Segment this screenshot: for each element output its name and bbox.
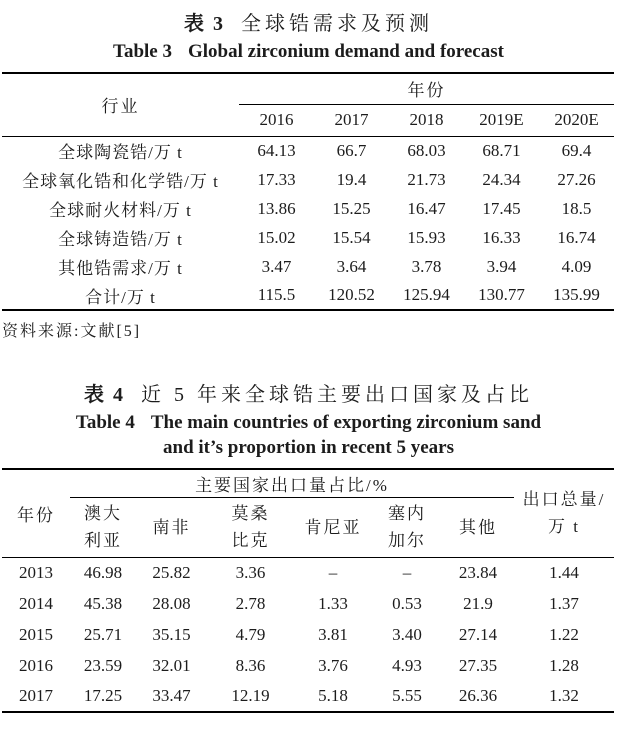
cell: 17.33 — [257, 169, 296, 189]
table3-col-2020e: 2020E — [539, 104, 614, 136]
table4-col-senegal — [372, 497, 442, 557]
row-label: 合计/万 t — [85, 287, 156, 307]
cell: 8.36 — [235, 655, 266, 675]
cell: 16.47 — [407, 198, 446, 218]
year-cell: 2016 — [19, 655, 53, 675]
cell: 32.01 — [152, 655, 191, 675]
cell: 130.77 — [478, 285, 525, 304]
table4-caption-zh-text: 近 5 年来全球锆主要出口国家及占比 — [141, 384, 533, 406]
table4-caption-zh-number: 表 4 — [84, 384, 125, 406]
table3-header-row-group — [2, 73, 614, 104]
cell: 1.37 — [549, 593, 579, 613]
cell: 16.33 — [482, 227, 521, 247]
cell: 33.47 — [152, 686, 191, 705]
table4-col-kenya — [294, 497, 372, 557]
table3-body — [2, 136, 614, 310]
table3-header — [2, 73, 614, 136]
cell: 27.35 — [458, 655, 498, 675]
table4-col-australia — [70, 497, 136, 557]
cell: 3.64 — [336, 256, 367, 276]
cell: 35.15 — [152, 624, 191, 644]
table3-source-note: 资料来源:文献[5] — [2, 323, 142, 340]
cell: 1.32 — [549, 686, 579, 705]
table4-col-total — [514, 469, 614, 557]
cell: 12.19 — [231, 686, 270, 705]
cell: 125.94 — [403, 285, 450, 304]
table3-row-other — [2, 252, 614, 281]
cell: 27.14 — [458, 624, 498, 644]
cell: 24.34 — [482, 169, 521, 189]
cell: 68.71 — [482, 140, 521, 160]
year-cell: 2017 — [19, 686, 53, 705]
header-line: 南非 — [152, 517, 191, 537]
table3-col-industry: 行业 — [2, 73, 239, 136]
table4-body — [2, 557, 614, 712]
table4-header — [2, 469, 614, 557]
cell: 3.76 — [318, 655, 348, 675]
cell: 135.99 — [553, 285, 600, 304]
table4-col-south-africa — [136, 497, 207, 557]
header-line: 比克 — [231, 531, 270, 550]
table3-row-refractory — [2, 194, 614, 223]
table3-row-oxide-chemical — [2, 165, 614, 194]
cell: 45.38 — [83, 593, 123, 613]
cell: 13.86 — [257, 198, 296, 218]
cell: 15.54 — [332, 227, 371, 247]
cell: 27.26 — [557, 169, 596, 189]
row-label: 其他锆需求/万 t — [58, 259, 183, 278]
table3-row-total — [2, 281, 614, 310]
table4-row-2017 — [2, 681, 614, 712]
header-line: 肯尼亚 — [304, 517, 362, 537]
cell: 21.9 — [463, 593, 493, 613]
year-cell: 2015 — [19, 624, 53, 644]
cell: 4.09 — [561, 256, 592, 276]
table3-col-2019e: 2019E — [464, 104, 539, 136]
cell: 3.47 — [261, 256, 292, 276]
year-cell: 2013 — [19, 562, 53, 582]
table3-col-2018: 2018 — [389, 104, 464, 136]
cell: 17.25 — [83, 686, 123, 705]
table4-export-countries — [2, 468, 614, 713]
cell: 115.5 — [257, 285, 296, 304]
cell: 18.5 — [561, 198, 592, 218]
year-cell: 2014 — [19, 593, 53, 613]
header-line: 塞内 — [388, 504, 426, 523]
table3-col-2017: 2017 — [314, 104, 389, 136]
cell: 66.7 — [336, 140, 367, 160]
header-line: 澳大 — [84, 504, 122, 523]
cell: 1.33 — [318, 593, 348, 613]
header-line: 利亚 — [84, 531, 122, 550]
row-label: 全球铸造锆/万 t — [58, 230, 183, 249]
table3-col-2016: 2016 — [239, 104, 314, 136]
row-label: 全球耐火材料/万 t — [49, 201, 192, 220]
cell: 4.93 — [392, 655, 422, 675]
table3-caption-zh-number: 表 3 — [184, 13, 225, 35]
cell: 25.82 — [152, 562, 191, 582]
table4-caption-en-text: The main countries of exporting zirconium sand — [150, 412, 542, 433]
header-line: 莫桑 — [231, 504, 270, 523]
header-line: 其他 — [459, 517, 497, 537]
cell: 3.40 — [392, 624, 422, 644]
cell: 15.93 — [407, 227, 446, 247]
table4-col-mozambique — [207, 497, 294, 557]
table4-col-total-line1: 出口总量/ — [522, 490, 606, 510]
cell: 1.28 — [549, 655, 579, 675]
table3-row-ceramic — [2, 136, 614, 165]
table4-row-2014 — [2, 588, 614, 619]
cell: 16.74 — [557, 227, 596, 247]
cell: 19.4 — [336, 169, 367, 189]
cell: 2.78 — [235, 593, 266, 613]
table4-header-row-group — [2, 469, 614, 497]
cell: 15.25 — [332, 198, 371, 218]
cell: 23.84 — [458, 562, 498, 582]
cell: 5.18 — [318, 686, 348, 705]
cell: 64.13 — [257, 140, 296, 160]
table3-caption-zh-text: 全球锆需求及预测 — [241, 13, 433, 35]
cell: 21.73 — [407, 169, 446, 189]
table4-caption-en-number: Table 4 — [75, 412, 135, 433]
table3-caption-en-number: Table 3 — [113, 41, 172, 62]
table3-caption-en-text: Global zirconium demand and forecast — [187, 41, 504, 62]
cell: 3.94 — [486, 256, 517, 276]
row-label: 全球氧化锆和化学锆/万 t — [22, 172, 219, 191]
cell: 69.4 — [561, 140, 592, 160]
cell: 4.79 — [235, 624, 266, 644]
cell: 3.78 — [411, 256, 442, 276]
cell: 120.52 — [328, 285, 375, 304]
table3-col-year-group: 年份 — [239, 73, 614, 104]
cell: 0.53 — [392, 593, 422, 613]
table4-row-2016 — [2, 650, 614, 681]
table4-col-share-group: 主要国家出口量占比/% — [70, 469, 514, 497]
row-label: 全球陶瓷锆/万 t — [58, 143, 183, 163]
cell: 1.22 — [549, 624, 579, 644]
cell: 46.98 — [83, 562, 123, 582]
cell: – — [328, 562, 338, 582]
table4-caption-en-line2: and it’s proportion in recent 5 years — [163, 437, 454, 458]
table3-demand-forecast — [2, 72, 614, 311]
table4-caption-en-line1 — [0, 412, 617, 434]
cell: 26.36 — [458, 686, 498, 705]
table4-row-2015 — [2, 619, 614, 650]
cell: 28.08 — [152, 593, 191, 613]
cell: – — [402, 562, 412, 582]
table3-caption-en — [0, 41, 617, 63]
cell: 23.59 — [83, 655, 123, 675]
cell: 1.44 — [549, 562, 579, 582]
cell: 3.81 — [318, 624, 348, 644]
cell: 68.03 — [407, 140, 446, 160]
table3-caption-zh — [0, 0, 617, 36]
cell: 25.71 — [83, 624, 123, 644]
table4-col-total-line2: 万 t — [548, 517, 580, 537]
table4-col-other — [442, 497, 514, 557]
cell: 15.02 — [257, 227, 296, 247]
table4-col-year: 年份 — [2, 469, 70, 557]
cell: 3.36 — [235, 562, 266, 582]
table4-row-2013 — [2, 557, 614, 588]
table3-row-foundry — [2, 223, 614, 252]
table4-caption-zh — [0, 371, 617, 407]
cell: 5.55 — [392, 686, 422, 705]
cell: 17.45 — [482, 198, 521, 218]
header-line: 加尔 — [388, 531, 426, 550]
